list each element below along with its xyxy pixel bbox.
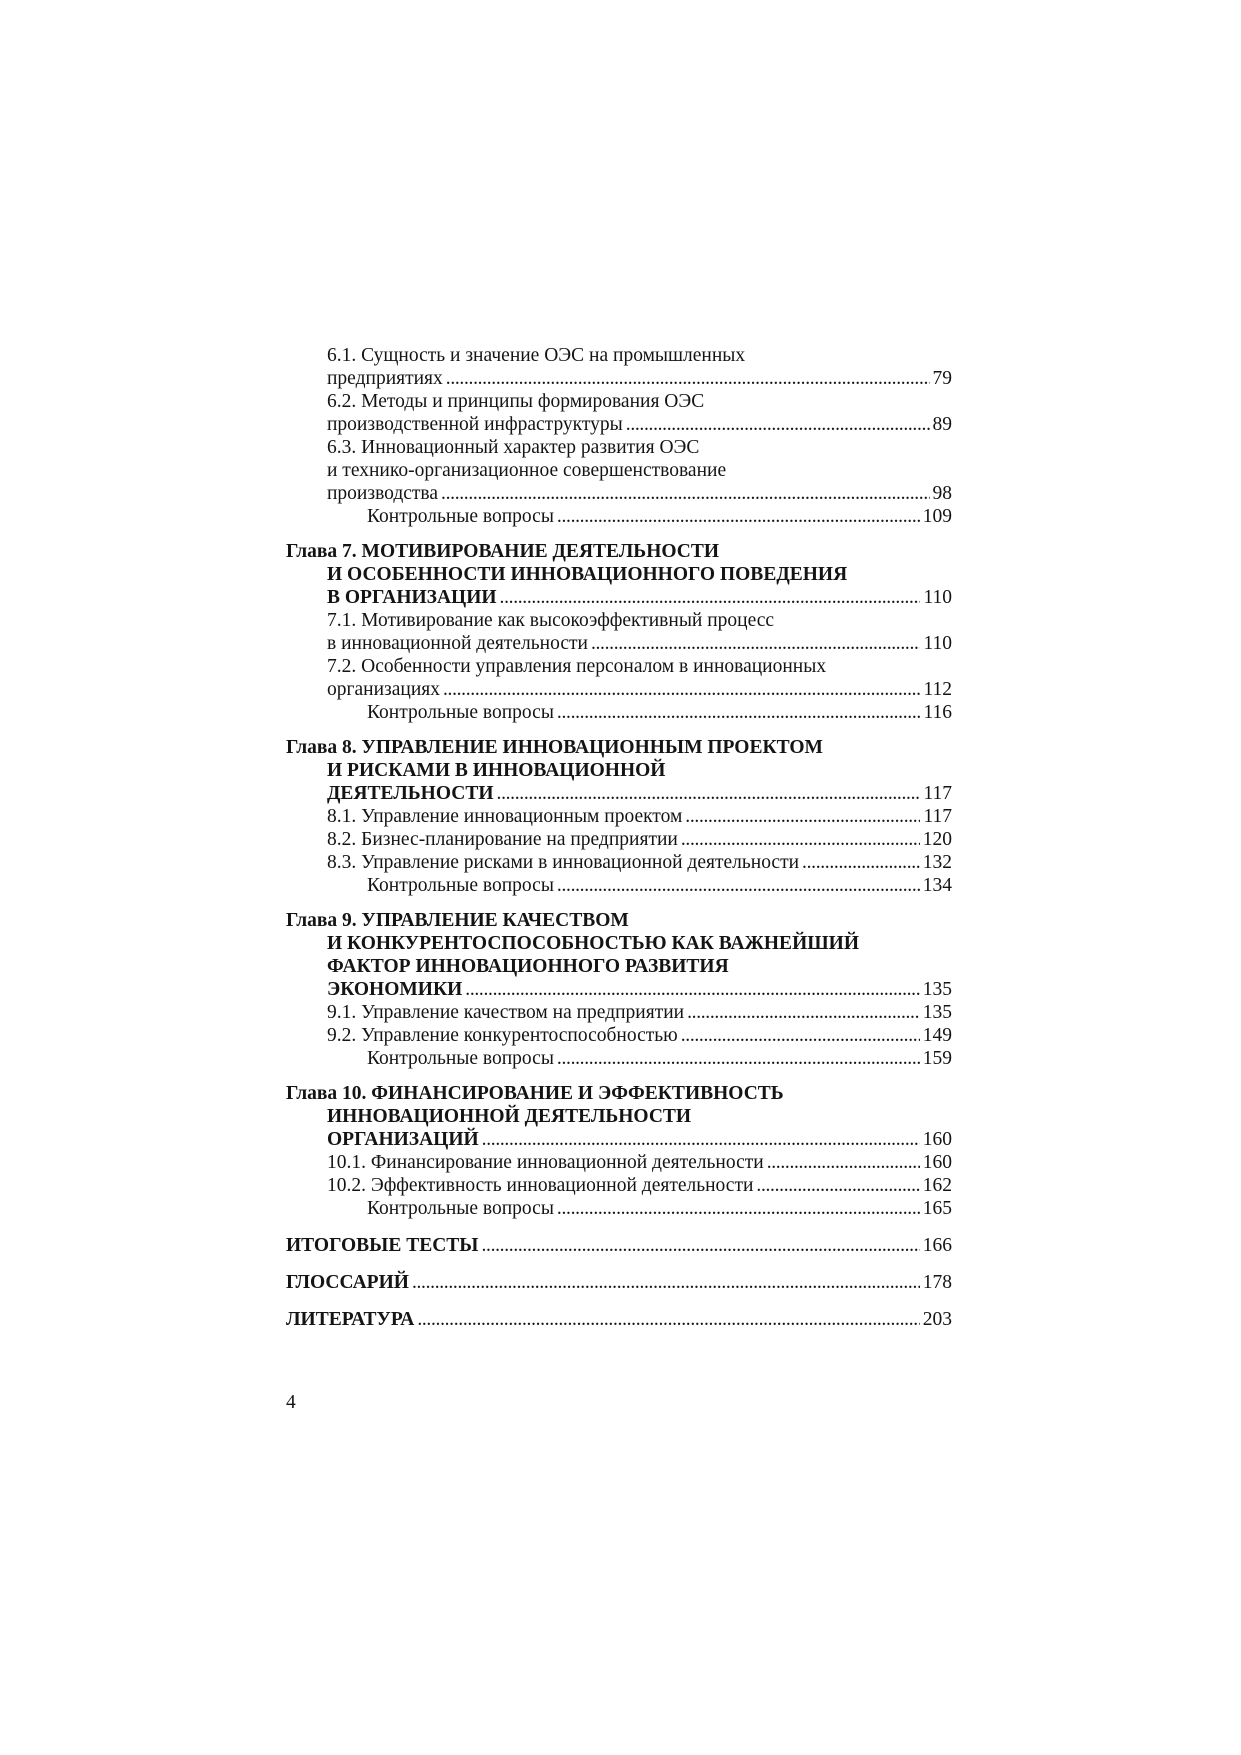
chapter-title: ФАКТОР ИННОВАЦИОННОГО РАЗВИТИЯ	[327, 956, 729, 977]
leader-dots	[557, 1047, 920, 1070]
leader-dots	[687, 1001, 920, 1024]
entry-title: предприятиях	[327, 368, 443, 389]
entry-title: 9.2. Управление конкурентоспособностью	[327, 1025, 678, 1046]
toc-entry-9-2	[286, 1024, 952, 1047]
toc-chapter-7-line2	[286, 563, 952, 586]
page-ref: 160	[922, 1152, 952, 1173]
page-ref: 98	[932, 483, 952, 504]
entry-title: в инновационной деятельности	[327, 633, 588, 654]
toc-chapter-10-line3	[286, 1128, 952, 1151]
page-number: 4	[286, 1392, 296, 1413]
toc-entry-7-2-cont	[286, 678, 952, 701]
toc-entry-6-3-cont	[286, 482, 952, 505]
toc-glossary	[286, 1271, 952, 1294]
toc-entry-control-questions	[286, 874, 952, 897]
chapter-title: Глава 10. ФИНАНСИРОВАНИЕ И ЭФФЕКТИВНОСТЬ	[286, 1083, 784, 1104]
leader-dots	[681, 828, 920, 851]
leader-dots	[756, 1174, 919, 1197]
toc-entry-6-1	[286, 344, 952, 367]
page-ref: 110	[923, 633, 952, 654]
chapter-title: ОРГАНИЗАЦИЙ	[327, 1129, 479, 1150]
page-ref: 110	[923, 587, 952, 608]
leader-dots	[465, 978, 919, 1001]
toc-entry-8-2	[286, 828, 952, 851]
toc-chapter-8-line2	[286, 759, 952, 782]
toc-final-tests	[286, 1234, 952, 1257]
toc-chapter-10-line2	[286, 1105, 952, 1128]
toc-entry-7-1	[286, 609, 952, 632]
toc-entry-control-questions	[286, 1197, 952, 1220]
page-ref: 166	[922, 1235, 952, 1256]
page-ref: 116	[923, 702, 952, 723]
page-ref: 135	[922, 979, 952, 1000]
page-ref: 159	[922, 1048, 952, 1069]
entry-title: Контрольные вопросы	[367, 875, 554, 896]
toc-entry-10-2	[286, 1174, 952, 1197]
toc-entry-6-2-cont	[286, 413, 952, 436]
page-ref: 134	[922, 875, 952, 896]
toc-entry-8-3	[286, 851, 952, 874]
toc-chapter-10	[286, 1082, 952, 1105]
toc-literature	[286, 1308, 952, 1331]
entry-title: организациях	[327, 679, 440, 700]
toc-entry-6-2	[286, 390, 952, 413]
toc-entry-control-questions	[286, 701, 952, 724]
section-title: ИТОГОВЫЕ ТЕСТЫ	[286, 1235, 479, 1256]
toc-entry-7-2	[286, 655, 952, 678]
chapter-title: И КОНКУРЕНТОСПОСОБНОСТЬЮ КАК ВАЖНЕЙШИЙ	[327, 933, 859, 954]
leader-dots	[767, 1151, 920, 1174]
toc-entry-control-questions	[286, 1047, 952, 1070]
chapter-title: Глава 8. УПРАВЛЕНИЕ ИННОВАЦИОННЫМ ПРОЕКТОМ	[286, 737, 823, 758]
entry-title: и технико-организационное совершенствование	[327, 460, 727, 481]
leader-dots	[497, 782, 921, 805]
leader-dots	[557, 874, 920, 897]
leader-dots	[417, 1308, 919, 1331]
page-ref: 160	[922, 1129, 952, 1150]
toc-chapter-9-line2	[286, 932, 952, 955]
toc-chapter-8	[286, 736, 952, 759]
toc-entry-6-3-line2	[286, 459, 952, 482]
leader-dots	[500, 586, 921, 609]
page-ref: 165	[922, 1198, 952, 1219]
page-ref: 120	[922, 829, 952, 850]
entry-title: 6.3. Инновационный характер развития ОЭС	[327, 437, 700, 458]
toc-chapter-9-line4	[286, 978, 952, 1001]
page-ref: 203	[922, 1309, 952, 1330]
table-of-contents	[286, 344, 952, 1331]
entry-title: 7.2. Особенности управления персоналом в инновационных	[327, 656, 827, 677]
entry-title: Контрольные вопросы	[367, 702, 554, 723]
entry-title: 7.1. Мотивирование как высокоэффективный процесс	[327, 610, 775, 631]
entry-title: 9.1. Управление качеством на предприятии	[327, 1002, 685, 1023]
page-ref: 117	[923, 806, 952, 827]
section-title: ГЛОССАРИЙ	[286, 1272, 409, 1293]
chapter-title: Глава 9. УПРАВЛЕНИЕ КАЧЕСТВОМ	[286, 910, 629, 931]
entry-title: 10.2. Эффективность инновационной деятельности	[327, 1175, 754, 1196]
page-ref: 117	[923, 783, 952, 804]
leader-dots	[681, 1024, 920, 1047]
section-title: ЛИТЕРАТУРА	[286, 1309, 415, 1330]
leader-dots	[557, 701, 921, 724]
entry-title: 8.1. Управление инновационным проектом	[327, 806, 683, 827]
entry-title: Контрольные вопросы	[367, 1198, 554, 1219]
toc-chapter-8-line3	[286, 782, 952, 805]
page-ref: 178	[922, 1272, 952, 1293]
leader-dots	[557, 505, 920, 528]
entry-title: 6.1. Сущность и значение ОЭС на промышленных	[327, 345, 746, 366]
page-ref: 162	[922, 1175, 952, 1196]
entry-title: 8.3. Управление рисками в инновационной деятельности	[327, 852, 800, 873]
toc-entry-9-1	[286, 1001, 952, 1024]
page-ref: 112	[923, 679, 952, 700]
page-ref: 109	[922, 506, 952, 527]
toc-chapter-9-line3	[286, 955, 952, 978]
leader-dots	[443, 678, 920, 701]
entry-title: 8.2. Бизнес-планирование на предприятии	[327, 829, 678, 850]
chapter-title: ДЕЯТЕЛЬНОСТИ	[327, 783, 494, 804]
leader-dots	[441, 482, 929, 505]
toc-entry-control-questions	[286, 505, 952, 528]
leader-dots	[482, 1128, 920, 1151]
toc-entry-6-1-cont	[286, 367, 952, 390]
leader-dots	[446, 367, 930, 390]
leader-dots	[685, 805, 920, 828]
toc-chapter-9	[286, 909, 952, 932]
page-ref: 135	[922, 1002, 952, 1023]
leader-dots	[481, 1234, 919, 1257]
entry-title: Контрольные вопросы	[367, 506, 554, 527]
toc-chapter-7-line3	[286, 586, 952, 609]
entry-title: 6.2. Методы и принципы формирования ОЭС	[327, 391, 705, 412]
toc-entry-8-1	[286, 805, 952, 828]
leader-dots	[412, 1271, 920, 1294]
toc-chapter-7	[286, 540, 952, 563]
page-ref: 149	[922, 1025, 952, 1046]
toc-entry-7-1-cont	[286, 632, 952, 655]
chapter-title: И РИСКАМИ В ИННОВАЦИОННОЙ	[327, 760, 666, 781]
chapter-title: В ОРГАНИЗАЦИИ	[327, 587, 497, 608]
chapter-title: ИННОВАЦИОННОЙ ДЕЯТЕЛЬНОСТИ	[327, 1106, 692, 1127]
chapter-title: ЭКОНОМИКИ	[327, 979, 463, 1000]
leader-dots	[557, 1197, 920, 1220]
chapter-title: И ОСОБЕННОСТИ ИННОВАЦИОННОГО ПОВЕДЕНИЯ	[327, 564, 848, 585]
chapter-title: Глава 7. МОТИВИРОВАНИЕ ДЕЯТЕЛЬНОСТИ	[286, 541, 720, 562]
page-ref: 79	[932, 368, 952, 389]
toc-entry-10-1	[286, 1151, 952, 1174]
entry-title: Контрольные вопросы	[367, 1048, 554, 1069]
leader-dots	[802, 851, 920, 874]
leader-dots	[626, 413, 930, 436]
entry-title: производства	[327, 483, 439, 504]
entry-title: 10.1. Финансирование инновационной деятельности	[327, 1152, 764, 1173]
page-ref: 132	[922, 852, 952, 873]
leader-dots	[591, 632, 921, 655]
entry-title: производственной инфраструктуры	[327, 414, 623, 435]
page-ref: 89	[932, 414, 952, 435]
toc-entry-6-3	[286, 436, 952, 459]
